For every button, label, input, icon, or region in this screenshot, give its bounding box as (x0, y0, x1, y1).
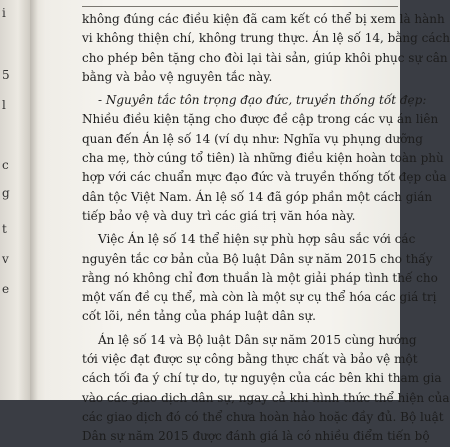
book-page (46, 0, 450, 444)
text-line: rằng nó không chỉ đơn thuần là một giải pháp tình thế cho (82, 270, 438, 285)
text-line: tới việc đạt được sự công bằng thực chất và bảo vệ một (82, 352, 418, 367)
text-line: nguyên tắc cơ bản của Bộ luật Dân sự năm 2015 cho thấy (82, 251, 433, 266)
text-line: một vấn đề cụ thể, mà còn là một sự cụ thể hóa các giá trị (82, 290, 437, 305)
text-line: tiếp bảo vệ và duy trì các giá trị văn hóa này. (82, 208, 356, 223)
previous-page-fragment: i (2, 6, 6, 20)
page-body-text (82, 10, 450, 447)
previous-page-fragment: c (2, 158, 9, 172)
previous-page-edge (0, 0, 30, 400)
text-line: cha mẹ, thờ cúng tổ tiên) là những điều kiện hoàn toàn phù (82, 151, 444, 166)
text-line: cho phép bên tặng cho đòi lại tài sản, giúp khôi phục sự cân (82, 50, 448, 65)
text-line: bằng và bảo vệ nguyên tắc này. (82, 69, 273, 84)
text-line: cốt lõi, nền tảng của pháp luật dân sự. (82, 309, 316, 324)
text-line: Án lệ số 14 và Bộ luật Dân sự năm 2015 cùng hướng (98, 332, 417, 347)
text-line: không đúng các điều kiện đã cam kết có thể bị xem là hành (82, 12, 445, 26)
previous-page-fragment: g (2, 186, 10, 200)
text-line: cách tối đa ý chí tự do, tự nguyện của các bên khi tham gia (82, 371, 442, 386)
text-line: vào các giao dịch dân sự, ngay cả khi hình thức thể hiện của (82, 390, 450, 405)
previous-page-fragment: l (2, 98, 6, 112)
text-line: dân tộc Việt Nam. Án lệ số 14 đã góp phần một cách gián (82, 189, 433, 204)
page-top-rule (82, 6, 398, 7)
previous-page-fragment: e (2, 282, 10, 296)
text-line: - Nguyên tắc tôn trọng đạo đức, truyền thống tốt đẹp: (98, 93, 427, 108)
text-line: vi không thiện chí, không trung thực. Án lệ số 14, bằng cách (82, 31, 450, 46)
text-line: Việc Án lệ số 14 thể hiện sự phù hợp sâu sắc với các (98, 232, 416, 247)
text-line: hợp với các chuẩn mực đạo đức và truyền thống tốt đẹp của (82, 170, 447, 185)
text-line: quan đến Án lệ số 14 (ví dụ như: Nghĩa vụ phụng dưỡng (82, 131, 423, 146)
previous-page-fragment: v (2, 252, 9, 266)
text-line: Nhiều điều kiện tặng cho được đề cập trong các vụ án liên (82, 112, 439, 127)
text-line: Dân sự năm 2015 được đánh giá là có nhiều điểm tiến bộ (82, 429, 430, 444)
previous-page-fragment: t (2, 222, 7, 236)
previous-page-fragment: 5 (2, 68, 10, 82)
text-line: các giao dịch đó có thể chưa hoàn hảo hoặc đầy đủ. Bộ luật (82, 409, 444, 424)
